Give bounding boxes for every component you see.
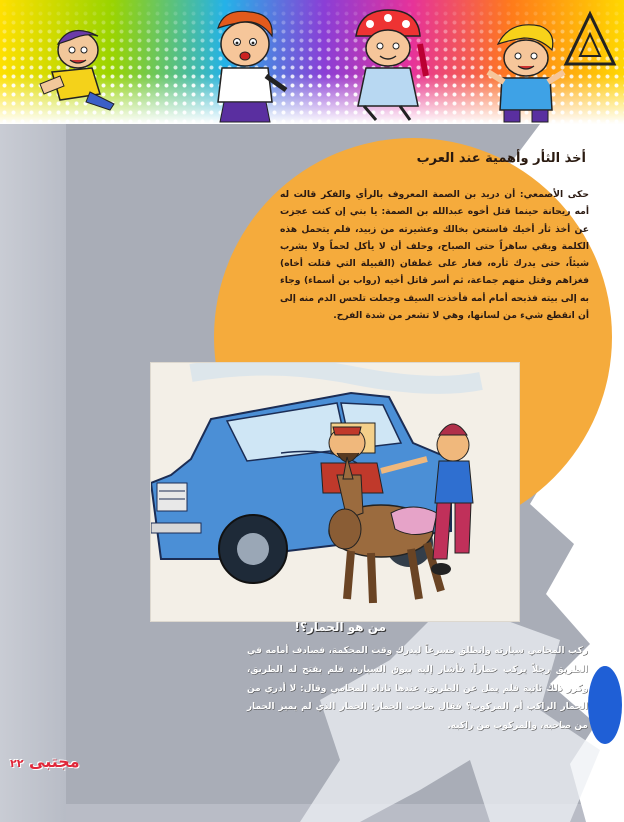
triangle-ruler-icon [560,10,620,70]
cartoon-boy-icon [200,6,290,124]
page-number: ٢٢ [10,757,24,770]
article-title: أخذ الثأر وأهمية عند العرب [416,151,586,166]
car-donkey-illustration [150,362,520,622]
cartoon-kid-icon [30,14,130,114]
top-banner [0,0,624,124]
left-shadow-panel [0,124,66,822]
logo-text: مجتبى [29,752,80,771]
blue-accent-shape [588,666,622,744]
article-body: حكى الأصمعي: أن دريد بن الصمة المعروف بالرأي والفكر قالت له أمه ريحانة حينما قتل أخوه عبدالله بن الصمة: يا بني إن كنت عجزت عن أخذ ثأر أخيك فاستعن بخالك وعشيرته من زبيد، فلم يتحمل هذه الكلمة وبقي ساهراً حتى الصباح، وحلف أن لا يأكل لحماً ولا يشرب شيئاً، حتى يدرك ثأره، فغار على غطفان (القبيلة التي قتلت أخاه) فغزاهم وقتل منهم جماعة، ثم أسر قاتل أخيه (رواب بن أسماء) وجاء به إلى بيته فذبحه أمام أمه فأخذت السيف وجعلت تلحس الدم منه إلى أن انقطع شيء من لسانها، وهي لا تشعر من شدة الفرح. [280,189,589,322]
cartoon-girl-icon [340,6,436,124]
magazine-logo [10,752,80,771]
illustration-drawing [151,363,519,621]
cartoon-boy-blond-icon [480,16,572,124]
joke-body: ركب المحامي سيارته وانطلق مسرعاً ليدرك وقت المحكمة، فصادف أمامه في الطريق رجلاً يركب حماراً، فأشار إليه ببوق السيارة، فلم يفتح له الطريق، وكرر ذلك ثانية فلم يمل عن الطريق، عندها ناداه المحامي وقال: لا أدري من الحمار الراكب أم المركوب؟ فقال صاحب الحمار: الحمار الذي لم يميز الحمار من صاحبه، والمركوب من راكبه. [247,646,588,732]
joke-title: من هو الحمار؟! [294,620,386,634]
